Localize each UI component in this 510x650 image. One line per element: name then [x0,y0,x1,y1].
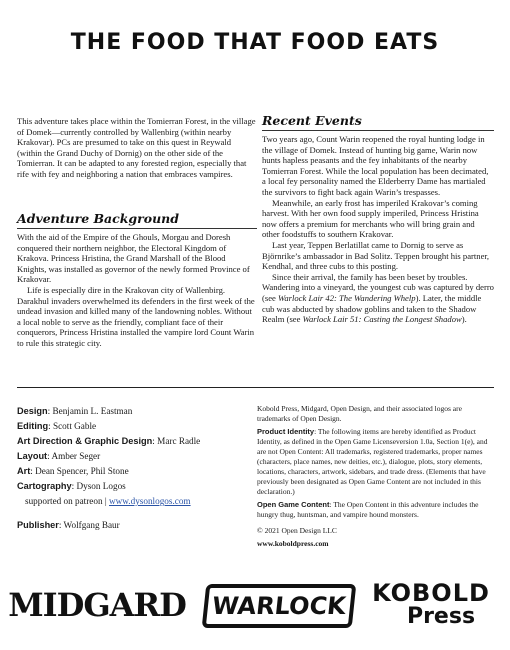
page-title: THE FOOD THAT FOOD EATS [70,30,440,55]
credit-layout: Layout: Amber Seger [17,451,101,461]
credits-block [17,404,252,533]
events-paragraph-1: Two years ago, Count Warin reopened the royal hunting lodge in the village of Domek. Instead of hunting big game, Warin now hunts hapless peasants and the fey inhabitants of the nearby Tomierran Forest. While the local population has been decimated, a local fey personality named the Elderberry Dame has martialed the survivors to fight back again Warin’s trespasses. [262,134,489,197]
copyright: © 2021 Open Design LLC [257,526,337,535]
trademark-notice: Kobold Press, Midgard, Open Design, and their associated logos are trademarks of Open Design. [257,404,462,423]
heading-rule [262,130,494,131]
credit-design: Design: Benjamin L. Eastman [17,406,133,416]
credit-patreon: supported on patreon | www.dysonlogos.com [25,496,191,506]
background-paragraph-2: Life is especially dire in the Krakovan city of Wallenbirg. Darakhul invaders overwhelmed its defenders in the first week of the undead invasion and killed many of the landowning nobles. Without a local noble to serve as the friendly, compliant face of their conquerors, Princess Hristina installed the vampire lord Count Warin to rule this strategic city. [17,284,255,348]
heading-rule [17,228,257,229]
credit-publisher: Publisher: Wolfgang Baur [17,520,120,530]
product-identity-notice: Product Identity: The following items are hereby identified as Product Identity, as defined in the Open Game Licenseversion 1.0a, Section 1(e), and are not Open Content: All trademarks, registered trademarks, proper names (characters, place names, new deities, etc.), dialogue, plots, story elements, locations, characters, artwork, sidebars, and trade dress. (Elements that have previously been designated as Open Game Content are not included in this declaration.) [257,427,488,496]
credit-art-direction: Art Direction & Graphic Design: Marc Radle [17,436,201,446]
recent-events-text [262,134,494,325]
legal-block [257,404,494,552]
open-game-content-notice: Open Game Content: The Open Content in this adventure includes the hungry thug, huntsman, and vampire hound monsters. [257,500,479,519]
adventure-background-heading: Adventure Background [17,211,180,226]
intro-paragraph: This adventure takes place within the Tomierran Forest, in the village of Domek—currently controlled by Wallenbirg (within nearby Krakovar). PCs are presumed to take on this quest in Reywald (within the Grand Duchy of Dornig) on the other side of the Tomierran. It can be adapted to any forested region, especially that rife with fey and neighboring a nation that embraces vampires. [17,116,256,179]
background-paragraph-1: With the aid of the Empire of the Ghouls, Morgau and Doresh conquered their northern neighbor, the Electoral Kingdom of Krakova. Princess Hristina, the Grand Marshall of the Blood Knights, was installed as governor of the newly formed Province of Krakovar. [17,232,250,285]
credit-editing: Editing: Scott Gable [17,421,97,431]
lair-reference: Warlock Lair 51: Casting the Longest Shadow [302,314,462,325]
recent-events-heading: Recent Events [262,113,362,128]
section-divider [17,387,494,388]
credit-cartography: Cartography: Dyson Logos [17,481,126,491]
warlock-logo: WARLOCK [202,584,357,628]
credit-art: Art: Dean Spencer, Phil Stone [17,466,129,476]
events-paragraph-2: Meanwhile, an early frost has imperiled Krakovar’s coming harvest. With her own food supply imperiled, Princess Hristina now offers a premium for merchants who will bring grain and other foodstuffs to southern Krakovar. [262,197,479,240]
kobold-press-logo: KOBOLD Press [372,579,490,629]
adventure-background-text [17,232,257,349]
events-paragraph-3: Last year, Teppen Berlatillat came to Dornig to serve as Björnrike’s ambassador in Bad Solitz. Teppen brought his partner, Kendhal, and three cubs to this posting. [262,239,490,272]
website-url[interactable]: www.koboldpress.com [257,539,329,548]
dysonlogos-link[interactable]: www.dysonlogos.com [109,496,191,506]
lair-reference: Warlock Lair 42: The Wandering Whelp [277,292,416,303]
midgard-logo: MIDGARD [8,586,186,624]
events-paragraph-4: Since their arrival, the family has been beset by troubles. Wandering into a vineyard, the youngest cub was captured by derro (see Warlock Lair 42: The Wandering Whelp). Later, the middle cub was abducted by shadow goblins and taken to the Shadow Realm (see Warlock Lair 51: Casting the Longest Shadow). [262,271,494,325]
